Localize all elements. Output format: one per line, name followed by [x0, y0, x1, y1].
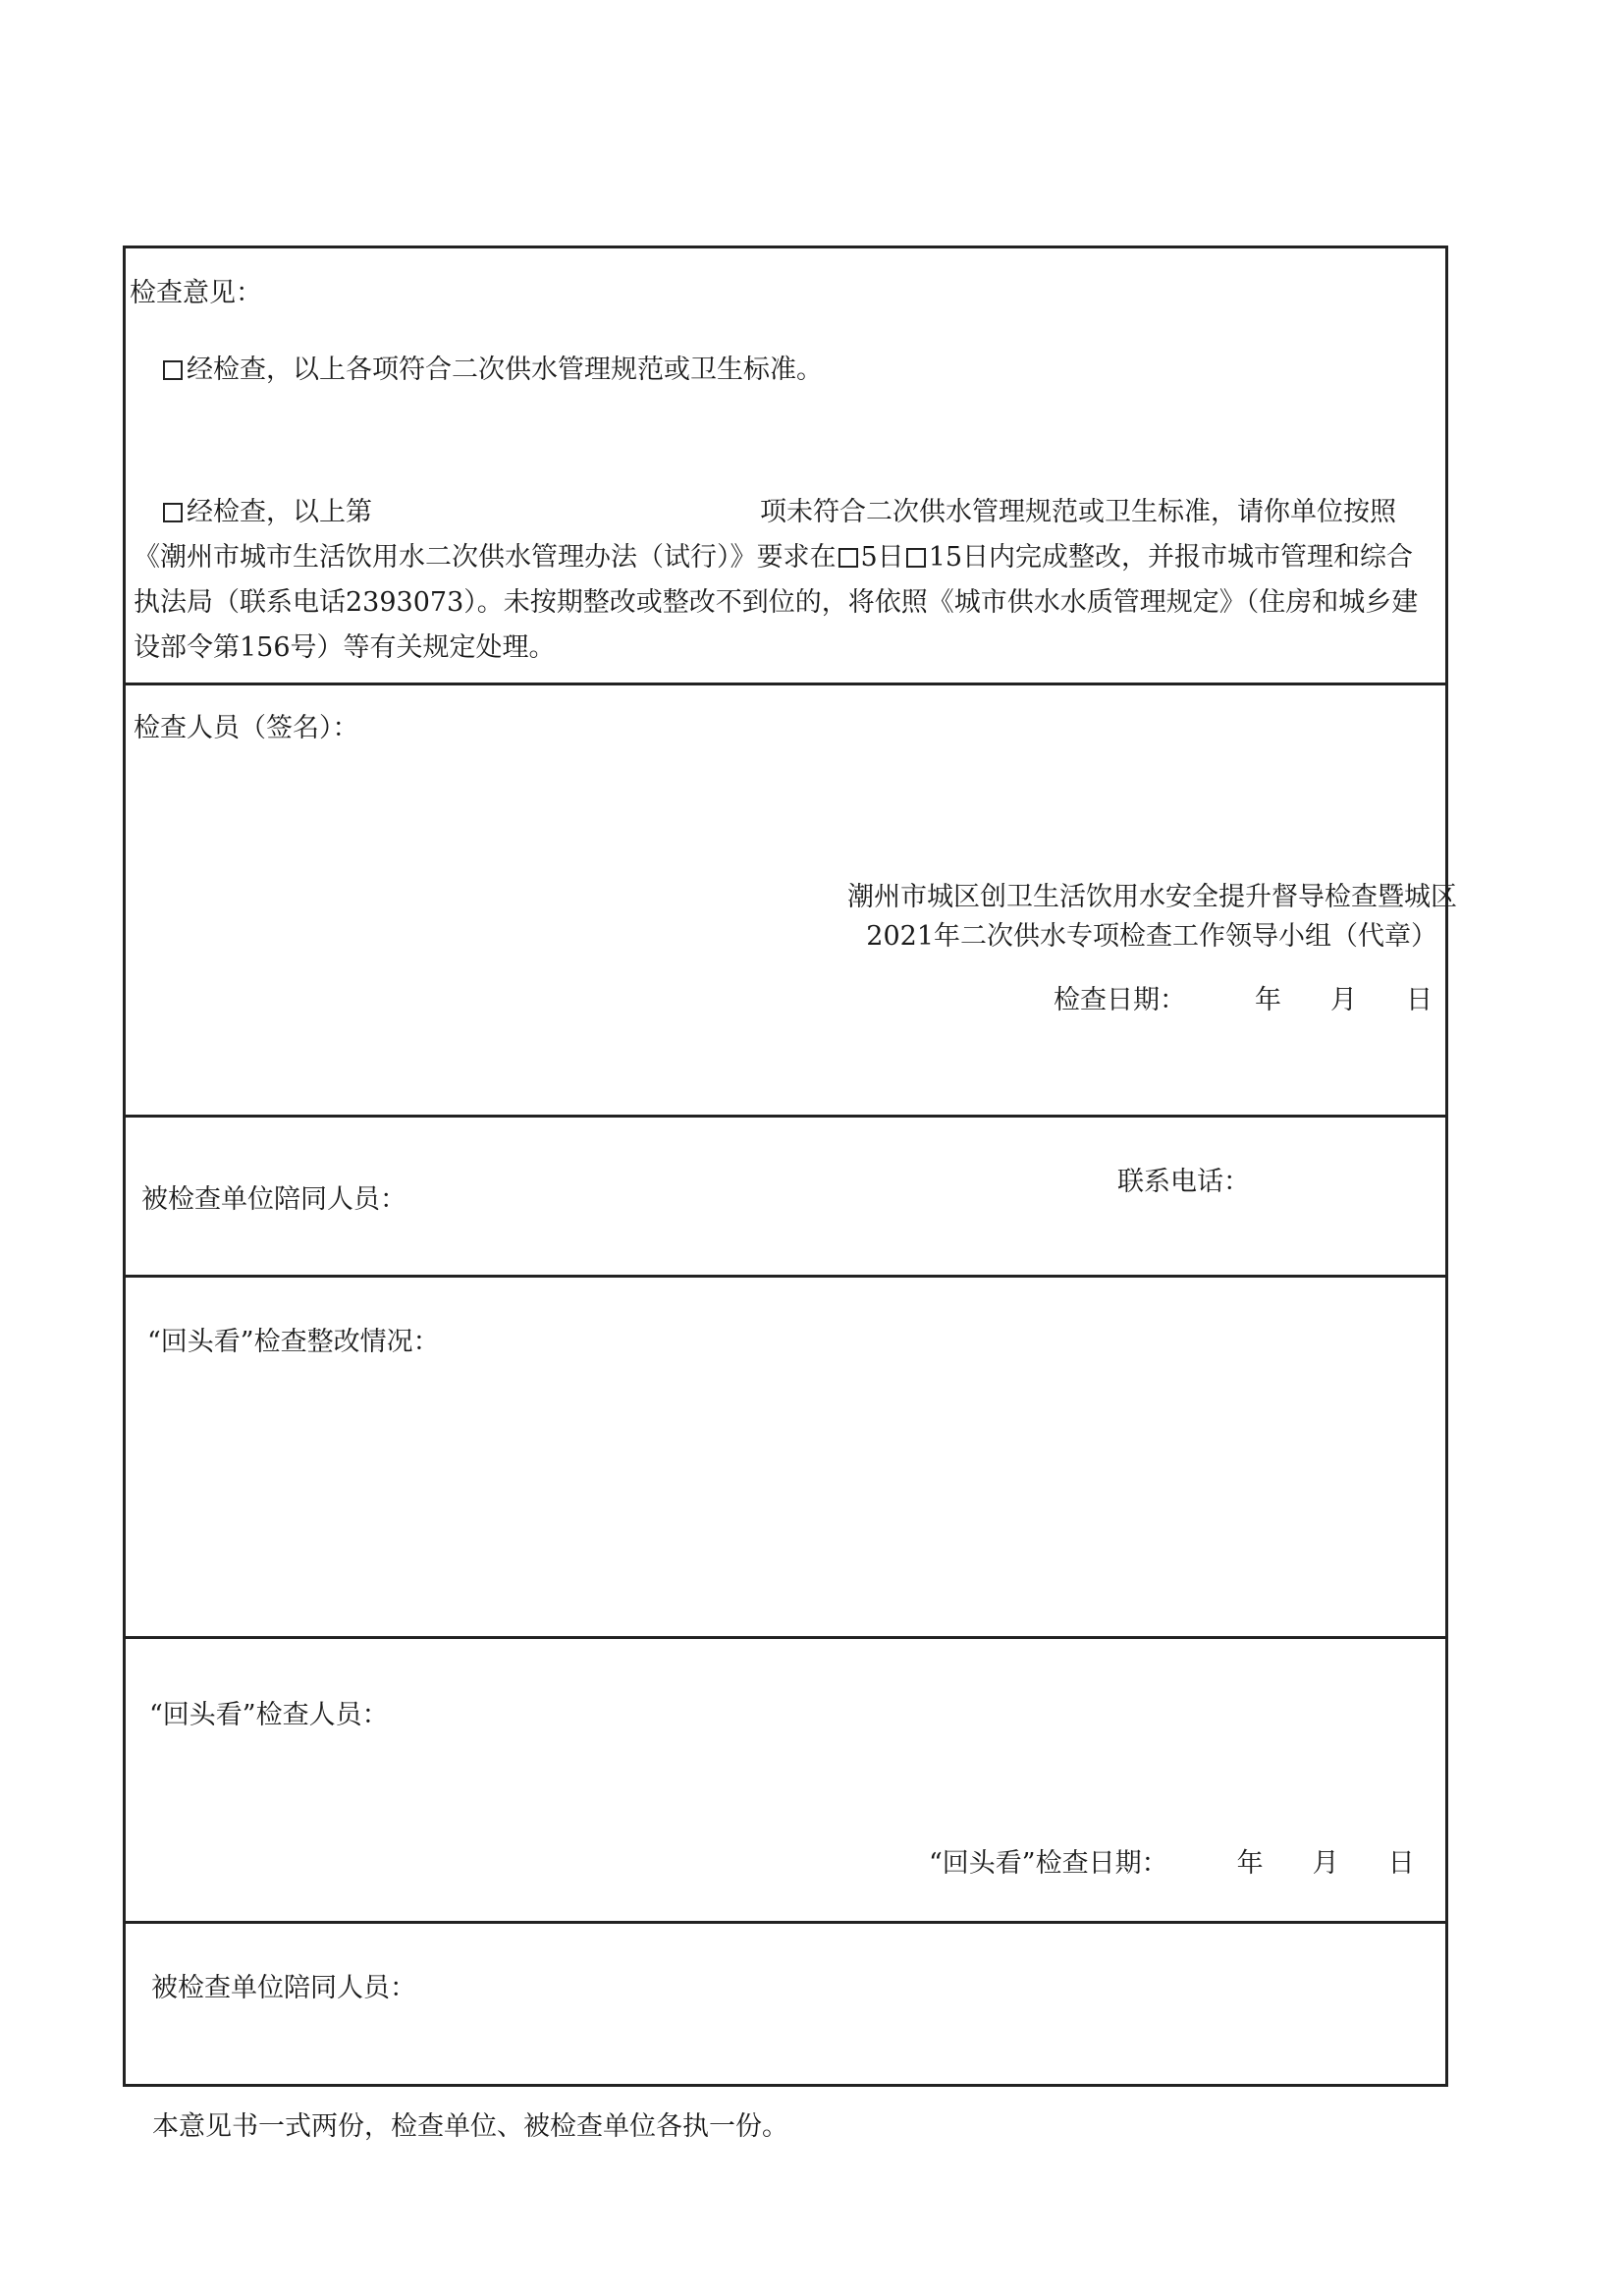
review-date-day: 日	[1387, 1848, 1415, 1879]
option-fail-prefix: 经检查，以上第	[187, 497, 372, 527]
fail-checkbox[interactable]	[163, 503, 183, 522]
five-days-text: 5日	[860, 542, 904, 573]
review-date-year: 年	[1236, 1848, 1264, 1879]
inspection-form-table	[123, 246, 1457, 2087]
inspectors-section	[126, 685, 1457, 1118]
org-name-line2: 2021年二次供水专项检查工作领导小组（代章）	[866, 921, 1437, 952]
review-inspectors-heading: “回头看”检查人员：	[149, 1700, 389, 1730]
accompany-section	[126, 1118, 1445, 1278]
review-inspectors-section	[126, 1639, 1445, 1924]
footnote: 本意见书一式两份，检查单位、被检查单位各执一份。	[152, 2111, 788, 2142]
inspection-date-row	[1054, 985, 1433, 1016]
five-days-checkbox[interactable]	[839, 548, 858, 568]
review-date-row	[929, 1848, 1415, 1880]
fifteen-days-text: 15日内完成整改，并报市城市管理和综合执法局（联系电话2393073）。未按期整改或整改不到位的，将依照《城市供水水质管理规定》（住房和城乡建设部令第156号）等有关规定处理。	[134, 542, 1419, 663]
review-rectification-section	[126, 1278, 1445, 1639]
inspection-date-month: 月	[1330, 985, 1357, 1015]
option-pass	[163, 355, 823, 386]
inspection-opinion-section	[126, 248, 1445, 685]
option-fail-paragraph	[134, 490, 1437, 671]
inspection-date-day: 日	[1406, 985, 1433, 1015]
inspectors-heading: 检查人员（签名）：	[134, 713, 359, 743]
accompany-phone-label: 联系电话：	[1117, 1167, 1250, 1197]
review-date-month: 月	[1312, 1848, 1339, 1879]
inspection-date-label: 检查日期：	[1054, 985, 1186, 1015]
fifteen-days-checkbox[interactable]	[906, 548, 926, 568]
review-accompany-label: 被检查单位陪同人员：	[151, 1973, 416, 2003]
option-pass-text: 经检查，以上各项符合二次供水管理规范或卫生标准。	[187, 355, 823, 385]
review-date-label: “回头看”检查日期：	[929, 1848, 1168, 1879]
inspection-date-year: 年	[1255, 985, 1281, 1015]
pass-checkbox[interactable]	[163, 360, 183, 380]
accompany-label: 被检查单位陪同人员：	[141, 1184, 406, 1215]
option-fail-mid: 项未符合二次供水管理规范或卫生标准，请你单位按照《潮州市城市生活饮用水二次供水管理办法（试行）》要求在	[134, 497, 1396, 573]
inspection-opinion-heading: 检查意见：	[130, 278, 262, 308]
org-name-line1: 潮州市城区创卫生活饮用水安全提升督导检查暨城区	[847, 882, 1457, 912]
review-rectification-heading: “回头看”检查整改情况：	[147, 1327, 440, 1357]
review-accompany-section	[126, 1924, 1445, 2090]
